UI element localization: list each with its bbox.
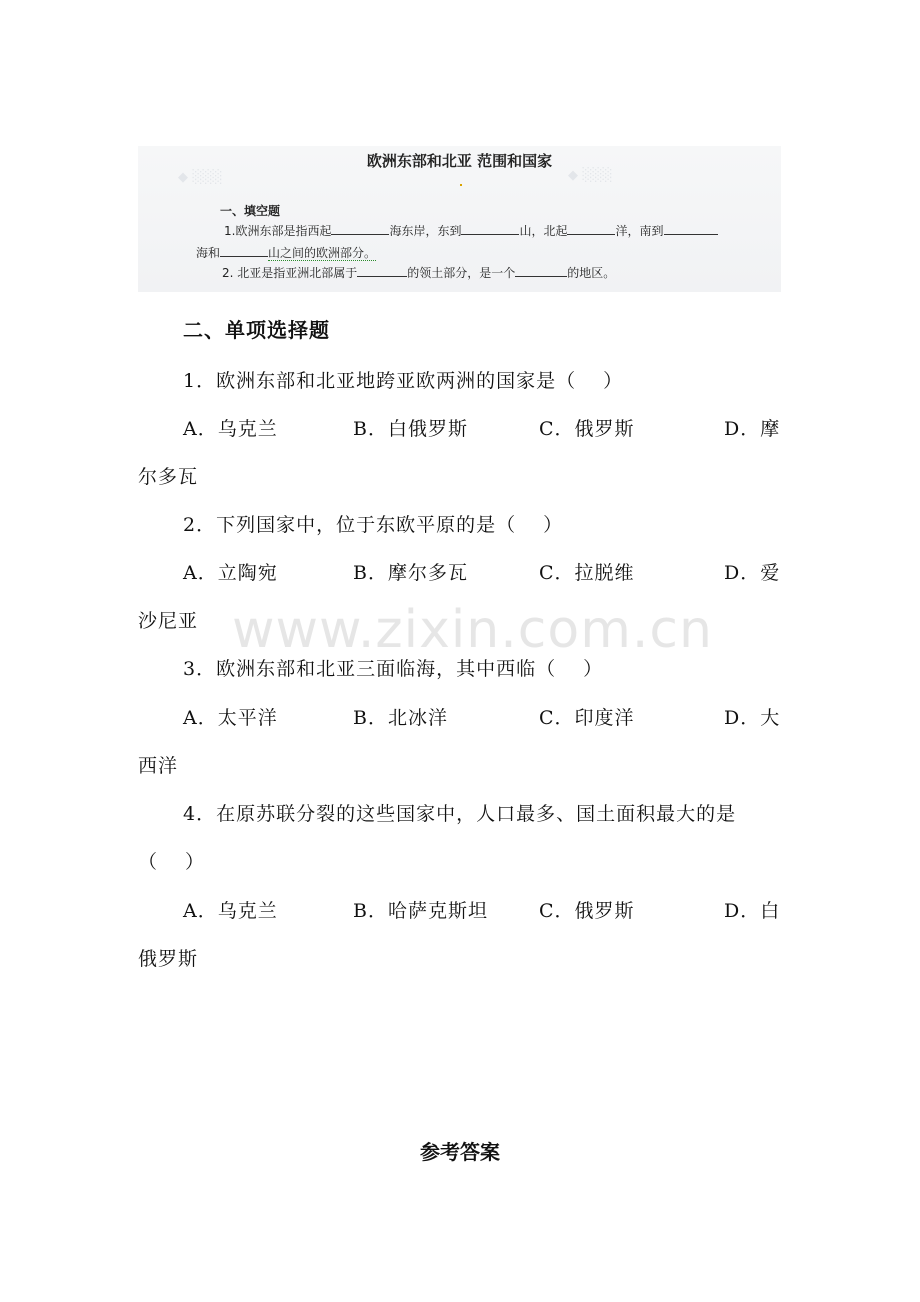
question-3-option-b: B．北冰洋 [353, 707, 448, 729]
question-4-stem-cont: （ ） [138, 851, 206, 873]
answer-title: 参考答案 [420, 1140, 500, 1164]
question-1-stem: 1．欧洲东部和北亚地跨亚欧两洲的国家是（ ） [183, 370, 624, 392]
question-2-option-c: C．拉脱维 [539, 562, 635, 584]
question-4-option-d: D．白 [724, 900, 781, 922]
question-1-option-c: C．俄罗斯 [539, 418, 635, 440]
question-4-option-c: C．俄罗斯 [539, 900, 635, 922]
question-2-option-a: A．立陶宛 [183, 562, 278, 584]
fill-question-1-line-1: 1.欧洲东部是指西起 海东岸，东到 山，北起 洋，南到 [224, 222, 718, 239]
section-title: 二、单项选择题 [183, 318, 330, 342]
header-section-label: 一、填空题 [220, 204, 281, 218]
question-1-option-a: A．乌克兰 [183, 418, 278, 440]
question-3-option-d: D．大 [724, 707, 781, 729]
question-2-option-d: D．爱 [724, 562, 781, 584]
question-4-option-a: A．乌克兰 [183, 900, 278, 922]
question-2-option-d-cont: 沙尼亚 [138, 610, 199, 632]
question-4-option-d-cont: 俄罗斯 [138, 948, 199, 970]
question-1-option-d: D．摩 [724, 418, 781, 440]
question-3-option-d-cont: 西洋 [138, 755, 179, 777]
fill-question-2: 2. 北亚是指亚洲北部属于 的领土部分，是一个 的地区。 [222, 266, 616, 280]
header-watermark-right: ◆ ░░░ [568, 168, 613, 183]
fill-question-1-line-2: 海和 山之间的欧洲部分。 [196, 246, 377, 260]
header-image [138, 146, 781, 292]
header-dot [460, 184, 462, 186]
question-4-stem: 4．在原苏联分裂的这些国家中，人口最多、国土面积最大的是 [183, 803, 737, 825]
question-3-option-a: A．太平洋 [183, 707, 278, 729]
site-watermark: www.zixin.com.cn [232, 600, 713, 660]
question-2-stem: 2．下列国家中，位于东欧平原的是（ ） [183, 514, 564, 536]
question-3-stem: 3．欧洲东部和北亚三面临海，其中西临（ ） [183, 658, 604, 680]
question-1-option-b: B．白俄罗斯 [353, 418, 468, 440]
question-1-option-d-cont: 尔多瓦 [138, 466, 199, 488]
question-3-option-c: C．印度洋 [539, 707, 635, 729]
question-4-option-b: B．哈萨克斯坦 [353, 900, 488, 922]
header-watermark-left: ◆ ░░░ [178, 170, 223, 185]
question-2-option-b: B．摩尔多瓦 [353, 562, 468, 584]
header-title: 欧洲东部和北亚 范围和国家 [366, 152, 553, 170]
